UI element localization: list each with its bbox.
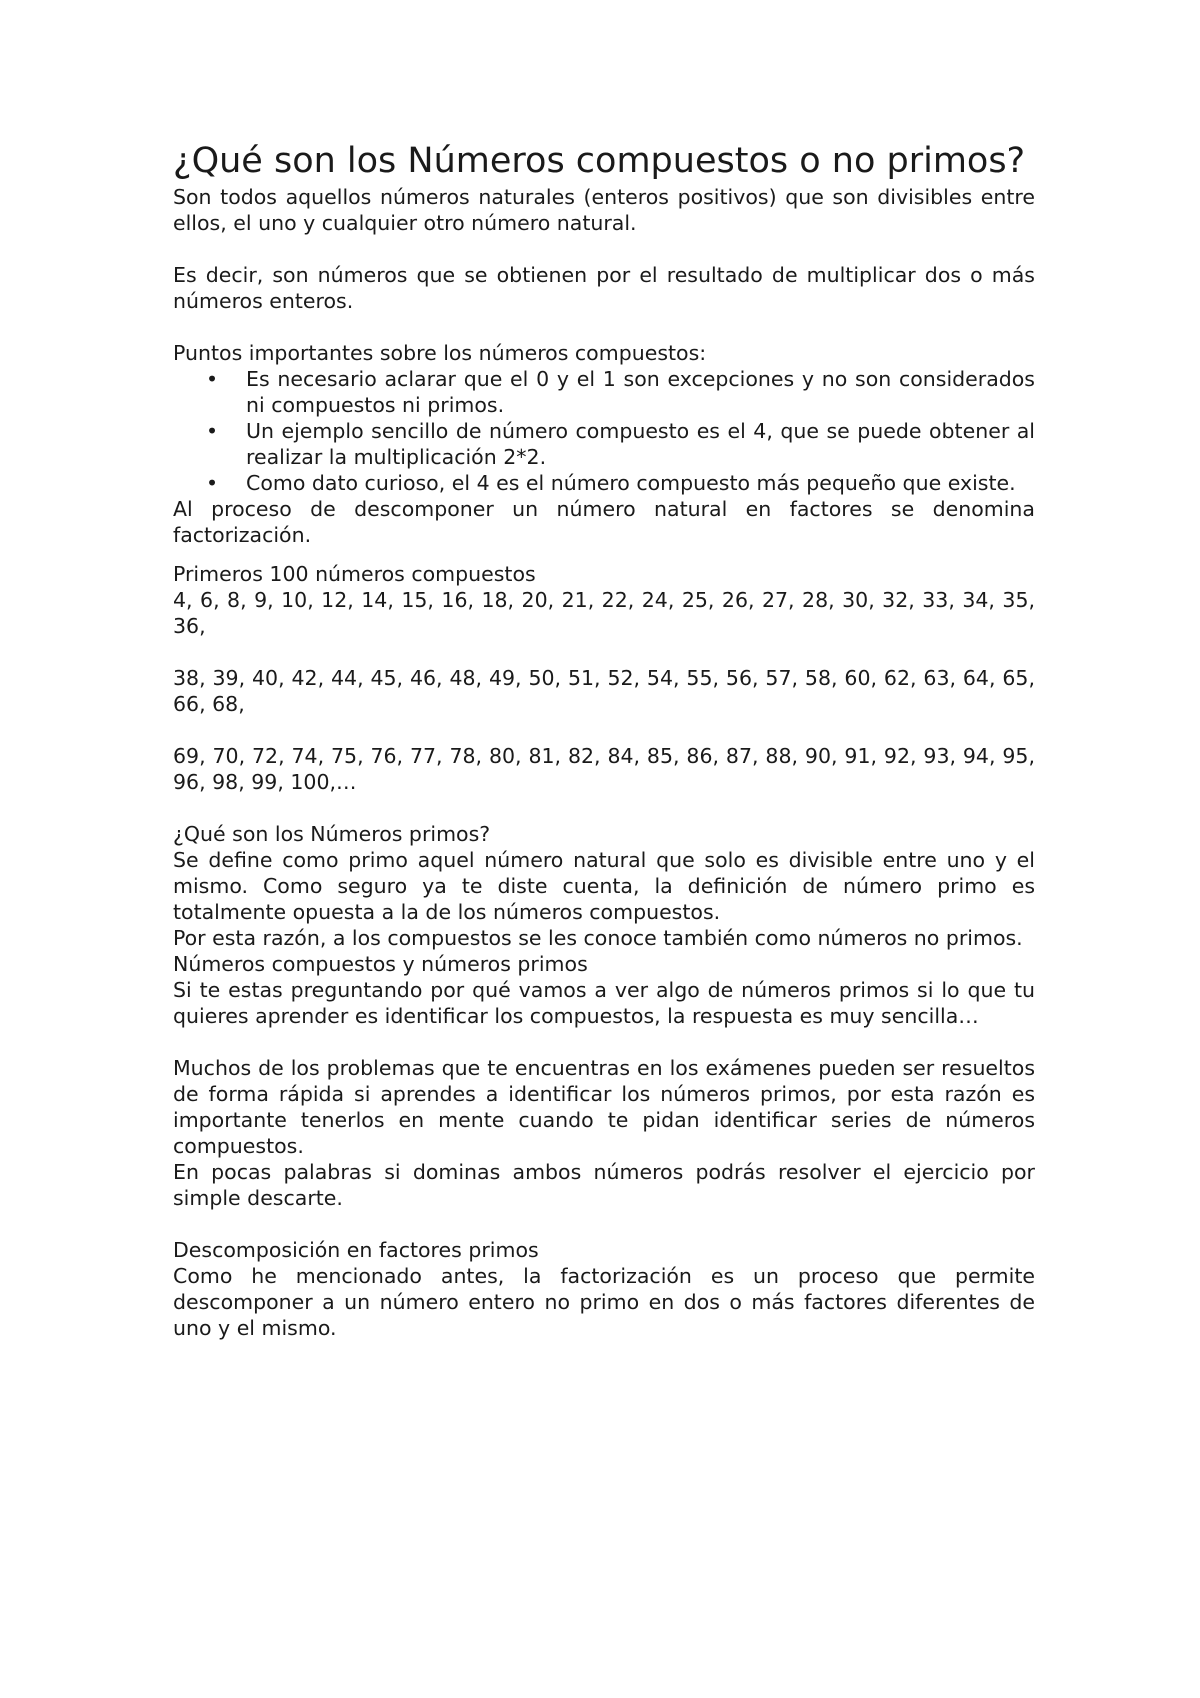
spacer	[173, 795, 1035, 821]
spacer	[173, 1029, 1035, 1055]
bullet-item: • Un ejemplo sencillo de número compuesto es el 4, que se puede obtener al realizar la multiplicación 2*2.	[246, 418, 1035, 470]
primos-definition: Se define como primo aquel número natural que solo es divisible entre uno y el mismo. Como seguro ya te diste cuenta, la definición de número primo es totalmente opuesta a la de los números compuestos.	[173, 848, 1035, 924]
numbers-block: 69, 70, 72, 74, 75, 76, 77, 78, 80, 81, 82, 84, 85, 86, 87, 88, 90, 91, 92, 93, 94, 95, 96, 98, 99, 100,…	[173, 744, 1035, 794]
por-esta-razon-paragraph: Por esta razón, a los compuestos se les conoce también como números no primos.	[173, 926, 1023, 950]
spacer	[173, 236, 1035, 262]
document-page	[173, 140, 1035, 1341]
descomposicion-heading: Descomposición en factores primos	[173, 1238, 539, 1262]
bullet-list	[173, 366, 1035, 496]
spacer	[173, 314, 1035, 340]
primos-heading: ¿Qué son los Números primos?	[173, 822, 491, 846]
puntos-heading: Puntos importantes sobre los números compuestos:	[173, 341, 707, 365]
muchos-paragraph: Muchos de los problemas que te encuentras en los exámenes pueden ser resueltos de forma rápida si aprendes a identificar los números primos, por esta razón es importante tenerlos en mente cuando te pidan identificar series de números compuestos.	[173, 1056, 1035, 1158]
page-title: ¿Qué son los Números compuestos o no primos?	[173, 141, 1026, 181]
bullet-item: • Como dato curioso, el 4 es el número compuesto más pequeño que existe.	[246, 470, 1035, 496]
spacer	[173, 548, 1035, 561]
intro-paragraph: Son todos aquellos números naturales (enteros positivos) que son divisibles entre ellos, el uno y cualquier otro número natural.	[173, 185, 1035, 235]
spacer	[173, 1211, 1035, 1237]
compuestos-y-primos-heading: Números compuestos y números primos	[173, 952, 588, 976]
como-he-paragraph: Como he mencionado antes, la factorización es un proceso que permite descomponer a un número entero no primo en dos o más factores diferentes de uno y el mismo.	[173, 1264, 1035, 1340]
spacer	[173, 717, 1035, 743]
bullet-item: • Es necesario aclarar que el 0 y el 1 son excepciones y no son considerados ni compuestos ni primos.	[246, 366, 1035, 418]
en-pocas-paragraph: En pocas palabras si dominas ambos números podrás resolver el ejercicio por simple descarte.	[173, 1160, 1035, 1210]
numbers-block: 4, 6, 8, 9, 10, 12, 14, 15, 16, 18, 20, 21, 22, 24, 25, 26, 27, 28, 30, 32, 33, 34, 35, 36,	[173, 588, 1035, 638]
spacer	[173, 639, 1035, 665]
factorizacion-paragraph: Al proceso de descomponer un número natural en factores se denomina factorización.	[173, 497, 1035, 547]
numbers-block: 38, 39, 40, 42, 44, 45, 46, 48, 49, 50, 51, 52, 54, 55, 56, 57, 58, 60, 62, 63, 64, 65, 66, 68,	[173, 666, 1035, 716]
es-decir-paragraph: Es decir, son números que se obtienen por el resultado de multiplicar dos o más números enteros.	[173, 263, 1035, 313]
primeros-heading: Primeros 100 números compuestos	[173, 562, 536, 586]
si-te-estas-paragraph: Si te estas preguntando por qué vamos a ver algo de números primos si lo que tu quieres aprender es identificar los compuestos, la respuesta es muy sencilla…	[173, 978, 1035, 1028]
